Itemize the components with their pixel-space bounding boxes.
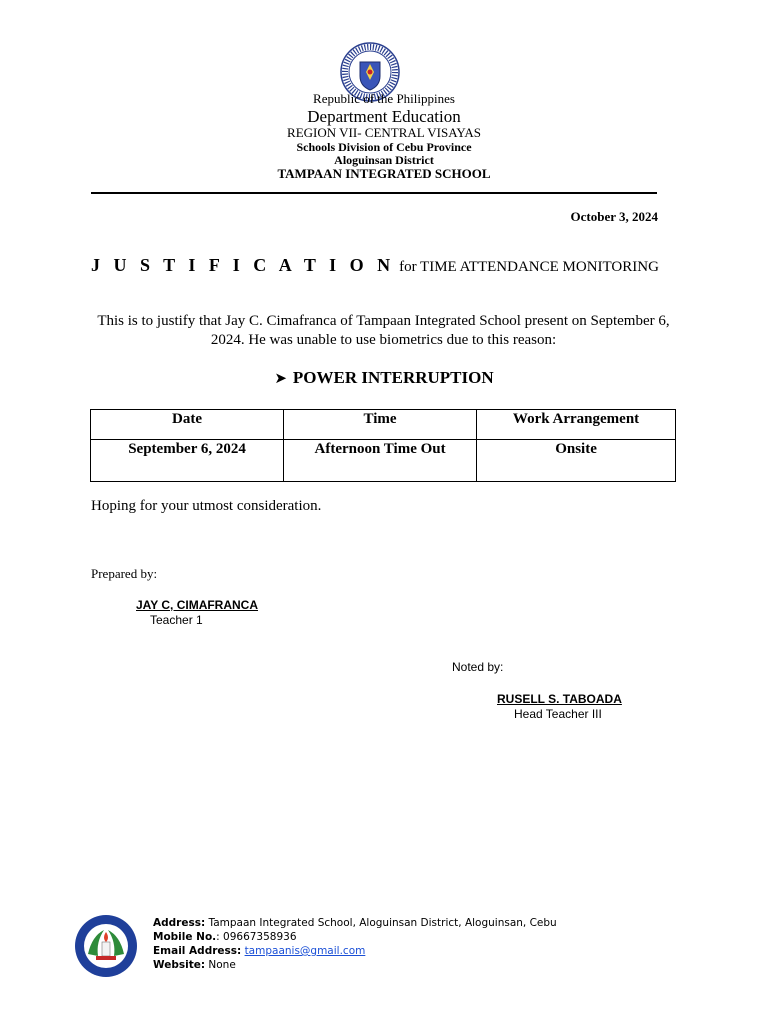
title-sub: for TIME ATTENDANCE MONITORING — [399, 259, 659, 275]
website-value: None — [208, 959, 236, 971]
noted-by-name: RUSELL S. TABOADA — [497, 692, 622, 706]
noted-by-label: Noted by: — [452, 660, 504, 674]
website-label: Website: — [153, 959, 206, 971]
header-department: Department Education — [307, 107, 461, 126]
table-row — [91, 440, 676, 482]
prepared-by-name: JAY C, CIMAFRANCA — [136, 598, 259, 612]
footer-contact — [153, 916, 557, 972]
table-header-row — [91, 410, 676, 440]
mobile-label: Mobile No. — [153, 931, 217, 943]
email-label: Email Address: — [153, 945, 242, 957]
cell-date: September 6, 2024 — [91, 440, 284, 482]
header-division: Schools Division of Cebu Province — [296, 140, 472, 154]
column-header-time: Time — [284, 410, 477, 440]
footer-website — [153, 958, 557, 972]
footer-mobile — [153, 930, 557, 944]
mobile-value: : 09667358936 — [216, 931, 297, 943]
cell-work-arrangement: Onsite — [477, 440, 676, 482]
header-republic: Republic of the Philippines — [313, 91, 455, 106]
header-district: Aloguinsan District — [334, 153, 434, 167]
column-header-date: Date — [91, 410, 284, 440]
header-school: TAMPAAN INTEGRATED SCHOOL — [277, 166, 491, 181]
prepared-by-position: Teacher 1 — [150, 613, 203, 627]
cell-time: Afternoon Time Out — [284, 440, 477, 482]
footer-address — [153, 916, 557, 930]
arrow-bullet-icon: ➤ — [274, 369, 287, 387]
reason-heading — [0, 368, 768, 388]
school-logo-icon — [74, 914, 138, 978]
title-main: J U S T I F I C A T I O N — [91, 255, 395, 275]
noted-by-position: Head Teacher III — [514, 707, 602, 721]
footer-email — [153, 944, 557, 958]
reason-text: POWER INTERRUPTION — [292, 368, 494, 387]
address-label: Address: — [153, 917, 206, 929]
header-region: REGION VII- CENTRAL VISAYAS — [287, 125, 481, 140]
address-value: Tampaan Integrated School, Aloguinsan District, Aloguinsan, Cebu — [208, 917, 557, 929]
document-title — [91, 255, 659, 276]
closing-text: Hoping for your utmost consideration. — [91, 498, 322, 514]
attendance-table — [90, 409, 676, 482]
email-link[interactable]: tampaanis@gmail.com — [244, 945, 366, 957]
prepared-by-label: Prepared by: — [91, 566, 158, 581]
document-date: October 3, 2024 — [570, 209, 658, 224]
column-header-work-arrangement: Work Arrangement — [477, 410, 676, 440]
justification-paragraph: This is to justify that Jay C. Cimafranca of Tampaan Integrated School present on September 6, 2024. He was unable to use biometrics due to this reason: — [97, 313, 670, 348]
header-divider — [91, 192, 657, 194]
